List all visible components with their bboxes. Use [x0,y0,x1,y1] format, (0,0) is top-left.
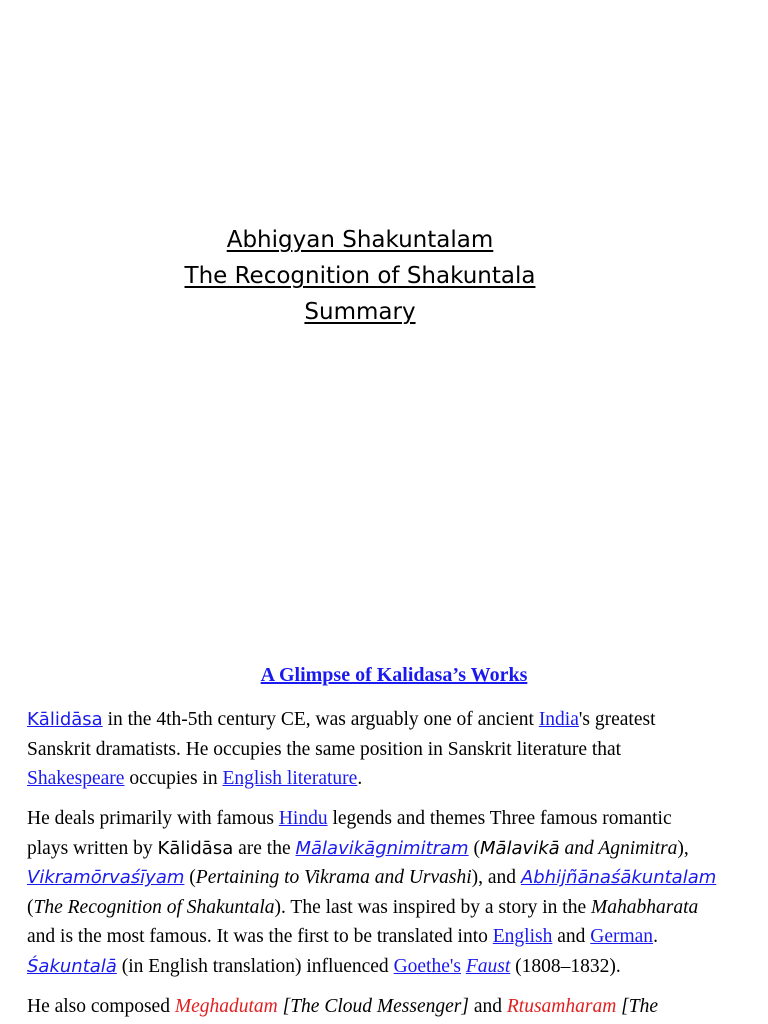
text: and [468,996,507,1017]
paragraph-3 [27,992,767,1022]
link-hindu[interactable]: Hindu [278,808,328,829]
link-kalidasa[interactable]: Kālidāsa [27,709,103,730]
text: plays written by [27,837,158,859]
text: ( [184,867,196,889]
text: are the [233,837,296,859]
title-line-3: Summary [304,299,416,325]
text: and Agnimitra [559,837,678,859]
text: Pertaining to Vikrama and Urvashi [195,867,472,889]
link-india[interactable]: India [538,709,579,730]
text: [The Cloud Messenger] [277,996,469,1017]
text: ( [27,896,34,918]
text: and [552,926,591,948]
text: legends and themes Three famous romantic [327,808,672,829]
text: The Recognition of Shakuntala [33,896,275,918]
text: . [357,768,363,790]
text: Sanskrit dramatists. He occupies the same position in Sanskrit literature that [27,738,622,760]
text: [The [616,996,658,1017]
text: (1808–1832). [510,955,621,977]
link-english[interactable]: English [492,926,553,948]
text-malavika: Mālavikā [479,837,560,859]
text-kalidasa: Kālidāsa [157,837,234,859]
text: . [653,926,658,948]
text: and is the most famous. It was the first to be translated into [27,926,493,948]
link-vikramorvasiyam[interactable]: Vikramōrvaśīyam [27,867,185,889]
text: He deals primarily with famous [27,808,279,829]
text: in the 4th-5th century CE, was arguably one of ancient [102,709,539,730]
text: 's greatest [578,709,656,730]
text: ). The last was inspired by a story in the [274,896,591,918]
link-german[interactable]: German [590,926,654,948]
text: Mahabharata [590,896,699,918]
title-line-1: Abhigyan Shakuntalam [226,227,494,253]
text-rtusamharam: Rtusamharam [506,996,617,1017]
text: ), [677,837,689,859]
link-goethe[interactable]: Goethe's [393,955,461,977]
paragraph-1 [27,705,767,794]
title-line-2: The Recognition of Shakuntala [184,263,536,289]
link-english-literature[interactable]: English literature [222,768,358,790]
text: ( [468,837,480,859]
section-heading[interactable]: A Glimpse of Kalidasa’s Works [260,664,528,686]
text: occupies in [124,768,223,790]
text-meghadutam: Meghadutam [174,996,278,1017]
link-sakuntala[interactable]: Śakuntalā [27,955,117,977]
link-faust[interactable]: Faust [465,955,511,977]
text: He also composed [27,996,175,1017]
text: (in English translation) influenced [116,955,394,977]
link-malavikagnimitram[interactable]: Mālavikāgnimitram [295,837,469,859]
link-abhijnanasakuntalam[interactable]: Abhijñānaśākuntalam [520,867,717,889]
link-shakespeare[interactable]: Shakespeare [27,768,125,790]
paragraph-2 [27,804,767,982]
text: ), and [471,867,521,889]
